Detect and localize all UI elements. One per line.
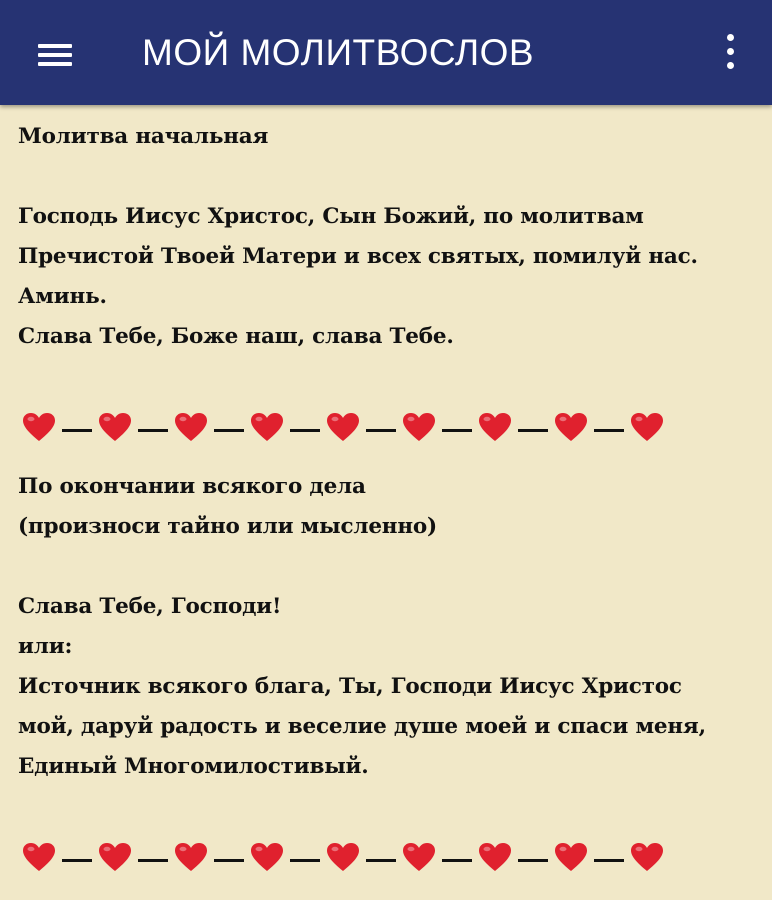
dash-separator: [442, 859, 472, 862]
heart-divider: [22, 407, 763, 447]
red-heart-icon: [478, 842, 512, 872]
dash-separator: [138, 859, 168, 862]
dash-separator: [214, 859, 244, 862]
red-heart-icon: [98, 842, 132, 872]
dash-separator: [518, 429, 548, 432]
menu-bar-line: [38, 44, 72, 48]
red-heart-icon: [174, 412, 208, 442]
prayer-title: По окончании всякого дела: [18, 474, 366, 499]
prayer-line: Слава Тебе, Господи!: [18, 594, 282, 619]
menu-bar-line: [38, 53, 72, 57]
dash-separator: [366, 429, 396, 432]
dash-separator: [594, 859, 624, 862]
overflow-dot: [727, 62, 734, 69]
dash-separator: [62, 859, 92, 862]
dash-separator: [214, 429, 244, 432]
red-heart-icon: [554, 412, 588, 442]
prayer-content: [18, 117, 763, 897]
red-heart-icon: [402, 842, 436, 872]
dash-separator: [62, 429, 92, 432]
red-heart-icon: [402, 412, 436, 442]
menu-bar-line: [38, 62, 72, 66]
overflow-dot: [727, 48, 734, 55]
red-heart-icon: [478, 412, 512, 442]
red-heart-icon: [98, 412, 132, 442]
red-heart-icon: [326, 842, 360, 872]
prayer-line: Господь Иисус Христос, Сын Божий, по молитвам: [18, 204, 644, 229]
red-heart-icon: [326, 412, 360, 442]
dash-separator: [442, 429, 472, 432]
dash-separator: [290, 429, 320, 432]
dash-separator: [290, 859, 320, 862]
dash-separator: [518, 859, 548, 862]
app-title: МОЙ МОЛИТВОСЛОВ: [142, 31, 535, 73]
red-heart-icon: [554, 842, 588, 872]
dash-separator: [594, 429, 624, 432]
dash-separator: [138, 429, 168, 432]
overflow-dot: [727, 34, 734, 41]
prayer-line: Источник всякого блага, Ты, Господи Иисус Христос: [18, 674, 682, 699]
red-heart-icon: [22, 412, 56, 442]
dash-separator: [366, 859, 396, 862]
prayer-subtitle: (произноси тайно или мысленно): [18, 514, 437, 539]
prayer-line: или:: [18, 634, 73, 659]
hamburger-menu-icon[interactable]: [36, 37, 76, 69]
app-bar: [0, 0, 772, 105]
prayer-line: Единый Многомилостивый.: [18, 754, 369, 779]
heart-divider: [22, 837, 763, 877]
red-heart-icon: [174, 842, 208, 872]
red-heart-icon: [630, 842, 664, 872]
red-heart-icon: [22, 842, 56, 872]
prayer-line: мой, даруй радость и веселие душе моей и спаси меня,: [18, 714, 706, 739]
red-heart-icon: [250, 842, 284, 872]
more-vertical-icon[interactable]: [722, 34, 738, 70]
prayer-title: Молитва начальная: [18, 124, 269, 149]
red-heart-icon: [250, 412, 284, 442]
prayer-line: Аминь.: [18, 284, 107, 309]
prayer-line: Пречистой Твоей Матери и всех святых, помилуй нас.: [18, 244, 698, 269]
prayer-line: Слава Тебе, Боже наш, слава Тебе.: [18, 324, 454, 349]
red-heart-icon: [630, 412, 664, 442]
